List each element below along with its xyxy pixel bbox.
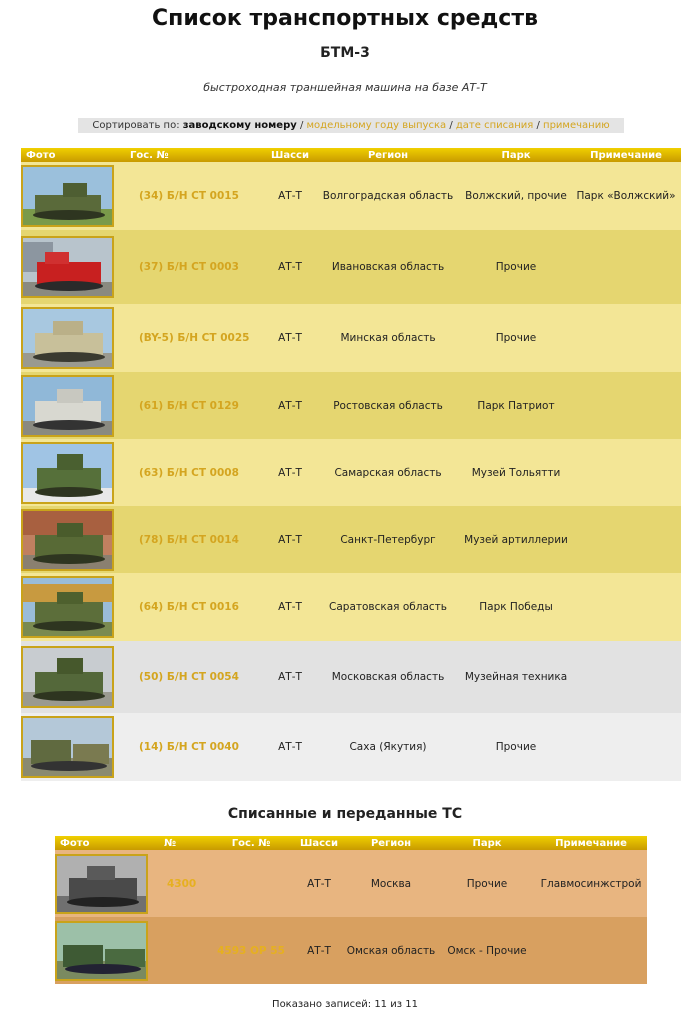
table-row [21, 162, 681, 230]
note [571, 439, 681, 506]
col-header-note: Примечание [571, 148, 681, 162]
removed-vehicle-table [55, 836, 647, 984]
chassis: АТ-Т [265, 304, 315, 372]
col-header-note: Примечание [535, 836, 647, 850]
vehicle-photo[interactable] [21, 307, 114, 369]
note: Главмосинжстрой [535, 850, 647, 917]
sort-bar [78, 118, 624, 133]
vehicle-photo[interactable] [21, 646, 114, 708]
region: Омская область [343, 917, 439, 984]
vehicle-photo[interactable] [21, 716, 114, 778]
col-header-chassis: Шасси [265, 148, 315, 162]
model-description: быстроходная траншейная машина на базе АТ-Т [203, 81, 487, 94]
note [571, 372, 681, 439]
park: Парк Патриот [461, 372, 571, 439]
note [535, 917, 647, 984]
region: Саха (Якутия) [315, 713, 461, 781]
col-header-plate: Гос. № [207, 836, 295, 850]
col-header-region: Регион [315, 148, 461, 162]
plate-number[interactable] [207, 850, 295, 917]
region: Москва [343, 850, 439, 917]
vehicle-photo[interactable] [21, 165, 114, 227]
vehicle-photo[interactable] [21, 375, 114, 437]
removed-section-title: Списанные и переданные ТС [227, 806, 463, 822]
table-row [21, 713, 681, 781]
note: Парк «Волжский» [571, 162, 681, 230]
region: Волгоградская область [315, 162, 461, 230]
park: Музей Тольятти [461, 439, 571, 506]
vehicle-number[interactable]: 4300 [159, 850, 207, 917]
table-row [21, 641, 681, 713]
sort-option-note[interactable]: примечанию [543, 120, 610, 131]
park: Прочие [439, 850, 535, 917]
table-header-row [55, 836, 647, 850]
sort-separator: / [299, 120, 304, 131]
note [571, 230, 681, 304]
park: Волжский, прочие [461, 162, 571, 230]
plate-number[interactable]: (37) Б/Н СТ 0003 [125, 230, 265, 304]
table-row [21, 304, 681, 372]
plate-number[interactable]: (50) Б/Н СТ 0054 [125, 641, 265, 713]
park: Музей артиллерии [461, 506, 571, 573]
chassis: АТ-Т [265, 372, 315, 439]
vehicle-photo[interactable] [21, 576, 114, 638]
note [571, 506, 681, 573]
plate-number[interactable]: (64) Б/Н СТ 0016 [125, 573, 265, 641]
note [571, 641, 681, 713]
note [571, 713, 681, 781]
model-name: БТМ-3 [320, 45, 370, 61]
sort-option-factory-number: заводскому номеру [182, 120, 297, 131]
sort-separator: / [536, 120, 540, 131]
chassis: АТ-Т [265, 573, 315, 641]
table-header-row [21, 148, 681, 162]
vehicle-photo[interactable] [55, 921, 148, 981]
sort-separator: / [449, 120, 453, 131]
table-row [55, 917, 647, 984]
region: Саратовская область [315, 573, 461, 641]
park: Прочие [461, 713, 571, 781]
chassis: АТ-Т [265, 162, 315, 230]
sort-option-writeoff-date[interactable]: дате списания [455, 120, 534, 131]
region: Ростовская область [315, 372, 461, 439]
region: Самарская область [315, 439, 461, 506]
chassis: АТ-Т [265, 230, 315, 304]
col-header-plate: Гос. № [125, 148, 265, 162]
plate-number[interactable]: (78) Б/Н СТ 0014 [125, 506, 265, 573]
plate-number[interactable]: 4593 ОР 55 [207, 917, 295, 984]
records-count: Показано записей: 11 из 11 [272, 999, 418, 1010]
chassis: АТ-Т [265, 506, 315, 573]
chassis: АТ-Т [265, 713, 315, 781]
table-row [21, 573, 681, 641]
col-header-chassis: Шасси [295, 836, 343, 850]
chassis: АТ-Т [295, 850, 343, 917]
chassis: АТ-Т [265, 641, 315, 713]
vehicle-photo[interactable] [21, 236, 114, 298]
plate-number[interactable]: (14) Б/Н СТ 0040 [125, 713, 265, 781]
plate-number[interactable]: (34) Б/Н СТ 0015 [125, 162, 265, 230]
col-header-park: Парк [439, 836, 535, 850]
table-row [21, 372, 681, 439]
page-title: Список транспортных средств [151, 6, 539, 31]
park: Прочие [461, 304, 571, 372]
table-row [21, 230, 681, 304]
park: Музейная техника [461, 641, 571, 713]
vehicle-photo[interactable] [21, 442, 114, 504]
region: Минская область [315, 304, 461, 372]
col-header-number: № [159, 836, 207, 850]
vehicle-photo[interactable] [21, 509, 114, 571]
table-row [21, 506, 681, 573]
vehicle-number[interactable] [159, 917, 207, 984]
park: Омск - Прочие [439, 917, 535, 984]
note [571, 573, 681, 641]
col-header-park: Парк [461, 148, 571, 162]
note [571, 304, 681, 372]
col-header-region: Регион [343, 836, 439, 850]
chassis: АТ-Т [265, 439, 315, 506]
sort-label: Сортировать по: [92, 120, 180, 131]
vehicle-photo[interactable] [55, 854, 148, 914]
park: Прочие [461, 230, 571, 304]
plate-number[interactable]: (63) Б/Н СТ 0008 [125, 439, 265, 506]
chassis: АТ-Т [295, 917, 343, 984]
region: Ивановская область [315, 230, 461, 304]
table-row [55, 850, 647, 917]
park: Парк Победы [461, 573, 571, 641]
sort-option-model-year[interactable]: модельному году выпуска [306, 120, 447, 131]
region: Московская область [315, 641, 461, 713]
region: Санкт-Петербург [315, 506, 461, 573]
vehicle-table [21, 148, 681, 781]
table-row [21, 439, 681, 506]
plate-number[interactable]: (61) Б/Н СТ 0129 [125, 372, 265, 439]
col-header-photo: Фото [55, 836, 159, 850]
col-header-photo: Фото [21, 148, 125, 162]
plate-number[interactable]: (BY-5) Б/Н СТ 0025 [125, 304, 265, 372]
